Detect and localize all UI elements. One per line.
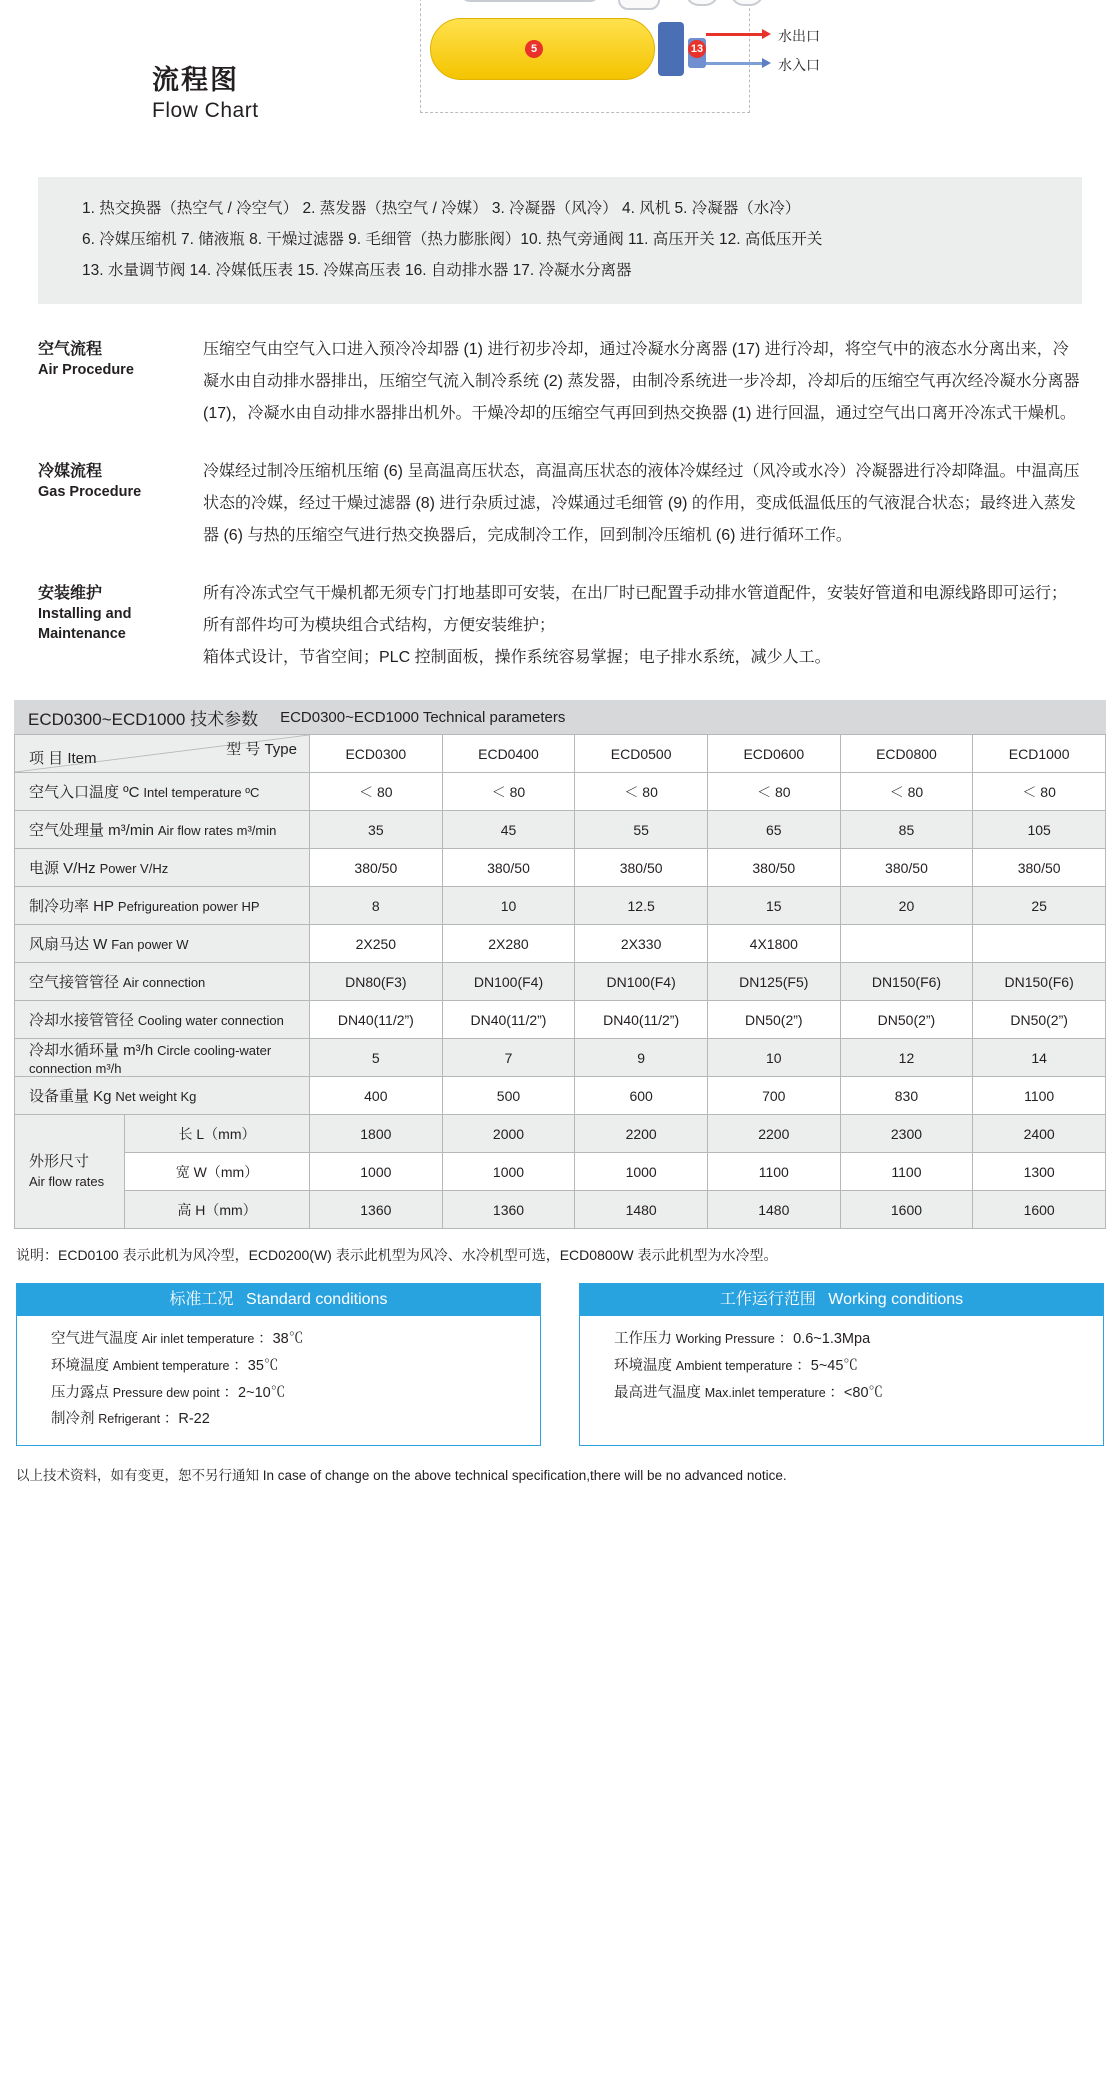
section-air-body (193, 334, 1082, 430)
spec-row-label-cn-1: 空气处理量 m³/min (29, 822, 154, 839)
spec-table-title-en: ECD0300~ECD1000 Technical parameters (280, 708, 566, 726)
spec-row-label-cn-3: 制冷功率 HP (29, 898, 115, 915)
section-gas-paragraph-1: 冷媒经过制冷压缩机压缩 (6) 呈高温高压状态，高温高压状态的液体冷媒经过（风冷或水冷）冷凝器进行冷却降温。中温高压状态的冷媒，经过干燥过滤器 (8) 进行杂质过滤，冷媒通过毛细管 (9) 的作用，变成低温低压的气液混合状态；最终进入蒸发器 (6) 与热的压缩空气进行热交换器后，完成制冷工作，回到制冷压缩机 (6) 进行循环工作。 (203, 463, 1080, 544)
spec-dim-label-en: Air flow rates (29, 1173, 105, 1189)
working-condition-en-1: Ambient temperature (675, 1358, 793, 1373)
spec-dim-row-label-0: 长 L（mm） (125, 1115, 310, 1153)
standard-condition-en-3: Refrigerant (98, 1412, 161, 1427)
spec-corner-type-label: 型 号 Type (226, 741, 297, 758)
spec-row-label-cn-8: 设备重量 Kg (29, 1088, 112, 1105)
spec-cell-0-2: ＜ 80 (575, 773, 708, 811)
spec-table-corner-cell (15, 735, 310, 773)
spec-model-4: ECD0800 (840, 735, 973, 773)
spec-dim-cell-0-0: 1800 (310, 1115, 443, 1153)
diagram-arrow-water-in (762, 58, 771, 68)
section-install-paragraph-2: 所有部件均可为模块组合式结构，方便安装维护； (203, 617, 556, 634)
spec-cell-8-3: 700 (707, 1077, 840, 1115)
spec-row-label-3 (15, 887, 310, 925)
spec-dim-cell-0-1: 2000 (442, 1115, 575, 1153)
spec-cell-4-2: 2X330 (575, 925, 708, 963)
spec-table-header-row (15, 735, 1106, 773)
spec-cell-0-5: ＜ 80 (973, 773, 1106, 811)
section-gas-label (38, 456, 193, 552)
spec-cell-1-4: 85 (840, 811, 973, 849)
spec-dim-cell-2-0: 1360 (310, 1191, 443, 1229)
diagram-pipe-cold (706, 62, 762, 65)
spec-cell-1-2: 55 (575, 811, 708, 849)
standard-condition-val-3: ：R-22 (163, 1411, 210, 1428)
working-condition-val-1: ：5~45℃ (796, 1357, 858, 1374)
diagram-vessel-1 (618, 0, 660, 10)
spec-cell-3-0: 8 (310, 887, 443, 925)
working-condition-item-0 (614, 1326, 1103, 1353)
spec-cell-6-3: DN50(2”) (707, 1001, 840, 1039)
spec-row-label-en-7: Circle cooling-water connection m³/h (29, 1043, 272, 1076)
spec-corner-item-label: 项 目 Item (29, 750, 97, 767)
spec-dim-cell-0-4: 2300 (840, 1115, 973, 1153)
spec-row-label-en-4: Fan power W (111, 937, 189, 952)
spec-cell-3-5: 25 (973, 887, 1106, 925)
page-footer-note: 以上技术资料，如有变更，恕不另行通知 In case of change on the above technical specification,there will be no advanced notice. (16, 1468, 787, 1484)
spec-cell-2-4: 380/50 (840, 849, 973, 887)
spec-cell-7-4: 12 (840, 1039, 973, 1077)
spec-cell-1-5: 105 (973, 811, 1106, 849)
table-row (15, 1039, 1106, 1077)
spec-cell-1-3: 65 (707, 811, 840, 849)
standard-condition-item-3 (51, 1406, 540, 1433)
standard-condition-item-2 (51, 1380, 540, 1407)
spec-row-label-6 (15, 1001, 310, 1039)
section-gas-label-en: Gas Procedure (38, 484, 142, 500)
table-row (15, 1077, 1106, 1115)
spec-model-0: ECD0300 (310, 735, 443, 773)
flow-chart-title (152, 58, 259, 123)
spec-row-label-cn-4: 风扇马达 W (29, 936, 108, 953)
standard-condition-cn-1: 环境温度 (51, 1357, 109, 1374)
spec-row-label-cn-6: 冷却水接管管径 (29, 1012, 135, 1029)
section-gas-label-cn: 冷媒流程 (38, 463, 103, 480)
spec-row-label-cn-0: 空气入口温度 ºC (29, 784, 140, 801)
spec-cell-4-5 (973, 925, 1106, 963)
working-condition-item-1 (614, 1353, 1103, 1380)
spec-cell-8-1: 500 (442, 1077, 575, 1115)
spec-model-5: ECD1000 (973, 735, 1106, 773)
spec-row-label-en-6: Cooling water connection (137, 1013, 284, 1028)
standard-condition-val-1: ：35℃ (233, 1357, 279, 1374)
spec-row-label-cn-5: 空气接管管径 (29, 974, 120, 991)
section-install-label (38, 578, 193, 674)
spec-cell-4-3: 4X1800 (707, 925, 840, 963)
section-air-procedure (38, 334, 1082, 430)
section-air-paragraph-1: 压缩空气由空气入口进入预冷冷却器 (1) 进行初步冷却，通过冷凝水分离器 (17) 进行冷却，将空气中的液态水分离出来，冷凝水由自动排水器排出，压缩空气流入制冷系统 (2) 蒸发器，由制冷系统进一步冷却，冷却后的压缩空气再次经冷凝水分离器 (17)，冷凝水由自动排水器排出机外。干燥冷却的压缩空气再回到热交换器 (1) 进行回温，通过空气出口离开冷冻式干燥机。 (203, 341, 1080, 422)
working-conditions-header-cn: 工作运行范围 (719, 1291, 816, 1308)
spec-cell-5-5: DN150(F6) (973, 963, 1106, 1001)
table-row (15, 925, 1106, 963)
table-row (15, 811, 1106, 849)
spec-row-label-cn-2: 电源 V/Hz (29, 860, 96, 877)
spec-cell-2-0: 380/50 (310, 849, 443, 887)
spec-table (14, 734, 1106, 1229)
spec-table-title (14, 700, 1106, 734)
spec-row-label-en-8: Net weight Kg (115, 1089, 197, 1104)
spec-cell-6-2: DN40(11/2”) (575, 1001, 708, 1039)
working-condition-en-2: Max.inlet temperature (704, 1385, 826, 1400)
spec-row-label-en-3: Pefrigureation power HP (117, 899, 260, 914)
flow-chart-header (0, 0, 1120, 165)
table-row (15, 1001, 1106, 1039)
spec-cell-6-0: DN40(11/2”) (310, 1001, 443, 1039)
standard-conditions-box (16, 1283, 541, 1446)
flow-chart-title-en: Flow Chart (152, 99, 259, 122)
spec-dim-cell-0-2: 2200 (575, 1115, 708, 1153)
spec-model-1: ECD0400 (442, 735, 575, 773)
spec-cell-5-1: DN100(F4) (442, 963, 575, 1001)
spec-cell-2-2: 380/50 (575, 849, 708, 887)
spec-cell-5-0: DN80(F3) (310, 963, 443, 1001)
legend-band (38, 177, 1082, 304)
working-condition-item-2 (614, 1380, 1103, 1407)
diagram-arrow-water-out (762, 29, 771, 39)
table-row (15, 1115, 1106, 1153)
spec-dim-cell-2-2: 1480 (575, 1191, 708, 1229)
standard-conditions-header (17, 1284, 540, 1316)
spec-cell-7-1: 7 (442, 1039, 575, 1077)
table-row (15, 1191, 1106, 1229)
spec-cell-0-3: ＜ 80 (707, 773, 840, 811)
flow-chart-title-cn: 流程图 (152, 65, 239, 95)
spec-dim-cell-1-4: 1100 (840, 1153, 973, 1191)
working-conditions-header-en: Working conditions (828, 1291, 964, 1308)
spec-dim-cell-1-5: 1300 (973, 1153, 1106, 1191)
spec-cell-5-3: DN125(F5) (707, 963, 840, 1001)
section-install-paragraph-1: 所有冷冻式空气干燥机都无须专门打地基即可安装，在出厂时已配置手动排水管道配件，安装好管道和电源线路即可运行； (203, 585, 1068, 602)
spec-dim-cell-2-4: 1600 (840, 1191, 973, 1229)
spec-cell-5-2: DN100(F4) (575, 963, 708, 1001)
spec-cell-6-5: DN50(2”) (973, 1001, 1106, 1039)
spec-row-label-5 (15, 963, 310, 1001)
spec-cell-8-5: 1100 (973, 1077, 1106, 1115)
spec-row-label-en-1: Air flow rates m³/min (157, 823, 277, 838)
section-gas-procedure (38, 456, 1082, 552)
spec-row-label-1 (15, 811, 310, 849)
spec-dim-cell-2-5: 1600 (973, 1191, 1106, 1229)
working-condition-cn-1: 环境温度 (614, 1357, 672, 1374)
spec-row-label-4 (15, 925, 310, 963)
spec-cell-3-2: 12.5 (575, 887, 708, 925)
working-condition-cn-2: 最高进气温度 (614, 1384, 701, 1401)
spec-dim-cell-2-1: 1360 (442, 1191, 575, 1229)
spec-model-2: ECD0500 (575, 735, 708, 773)
spec-dim-cell-0-5: 2400 (973, 1115, 1106, 1153)
spec-cell-5-4: DN150(F6) (840, 963, 973, 1001)
spec-cell-7-5: 14 (973, 1039, 1106, 1077)
spec-table-title-cn: ECD0300~ECD1000 技术参数 (28, 709, 259, 729)
section-install-procedure (38, 578, 1082, 674)
working-condition-en-0: Working Pressure (675, 1332, 775, 1346)
spec-cell-2-5: 380/50 (973, 849, 1106, 887)
spec-row-label-cn-7: 冷却水循环量 m³/h (29, 1042, 154, 1059)
spec-cell-0-0: ＜ 80 (310, 773, 443, 811)
spec-dim-cell-0-3: 2200 (707, 1115, 840, 1153)
spec-cell-2-3: 380/50 (707, 849, 840, 887)
spec-dim-cell-2-3: 1480 (707, 1191, 840, 1229)
spec-row-label-0 (15, 773, 310, 811)
standard-conditions-header-en: Standard conditions (246, 1291, 388, 1308)
table-row (15, 849, 1106, 887)
spec-row-label-7 (15, 1039, 310, 1077)
spec-cell-1-0: 35 (310, 811, 443, 849)
section-install-paragraph-3: 箱体式设计，节省空间；PLC 控制面板，操作系统容易掌握；电子排水系统，减少人工。 (203, 649, 831, 666)
spec-cell-0-1: ＜ 80 (442, 773, 575, 811)
spec-cell-3-4: 20 (840, 887, 973, 925)
diagram-label-water-out: 水出口 (778, 28, 820, 44)
diagram-badge-5: 5 (525, 40, 543, 58)
table-note: 说明：ECD0100 表示此机为风冷型，ECD0200(W) 表示此机型为风冷、水冷机型可选，ECD0800W 表示此机型为水冷型。 (16, 1247, 778, 1263)
diagram-badge-13: 13 (688, 40, 706, 58)
spec-dim-row-label-1: 宽 W（mm） (125, 1153, 310, 1191)
standard-conditions-body (17, 1316, 540, 1445)
spec-cell-4-0: 2X250 (310, 925, 443, 963)
section-install-body (193, 578, 1082, 674)
spec-row-label-en-5: Air connection (122, 975, 206, 990)
spec-cell-6-1: DN40(11/2”) (442, 1001, 575, 1039)
standard-condition-en-0: Air inlet temperature (141, 1332, 255, 1346)
spec-cell-7-2: 9 (575, 1039, 708, 1077)
section-install-label-cn: 安装维护 (38, 585, 103, 602)
spec-cell-0-4: ＜ 80 (840, 773, 973, 811)
conditions-row (16, 1283, 1104, 1446)
legend-line-2: 6. 冷媒压缩机 7. 储液瓶 8. 干燥过滤器 9. 毛细管（热力膨胀阀）10. 热气旁通阀 11. 高压开关 12. 高低压开关 (82, 231, 823, 248)
section-air-label-en: Air Procedure (38, 362, 134, 378)
working-condition-val-2: ：<80℃ (829, 1384, 884, 1401)
standard-condition-val-0: ：38℃ (258, 1331, 304, 1347)
table-row (15, 1153, 1106, 1191)
table-row (15, 887, 1106, 925)
standard-condition-en-2: Pressure dew point (112, 1385, 220, 1400)
spec-model-3: ECD0600 (707, 735, 840, 773)
table-row (15, 963, 1106, 1001)
spec-cell-4-4 (840, 925, 973, 963)
spec-row-label-2 (15, 849, 310, 887)
section-air-label-cn: 空气流程 (38, 341, 103, 358)
spec-row-label-en-2: Power V/Hz (99, 861, 169, 876)
flow-diagram (400, 0, 890, 145)
diagram-label-water-in: 水入口 (778, 57, 820, 73)
spec-cell-8-2: 600 (575, 1077, 708, 1115)
table-row (15, 773, 1106, 811)
section-air-label (38, 334, 193, 430)
working-condition-cn-0: 工作压力 (614, 1331, 672, 1347)
diagram-water-separator (658, 22, 684, 76)
standard-condition-cn-2: 压力露点 (51, 1384, 109, 1401)
working-conditions-box (579, 1283, 1104, 1446)
spec-cell-7-3: 10 (707, 1039, 840, 1077)
spec-row-label-8 (15, 1077, 310, 1115)
spec-cell-1-1: 45 (442, 811, 575, 849)
standard-condition-cn-0: 空气进气温度 (51, 1331, 138, 1347)
legend-line-1: 1. 热交换器（热空气 / 冷空气） 2. 蒸发器（热空气 / 冷媒） 3. 冷凝器（风冷） 4. 风机 5. 冷凝器（水冷） (82, 200, 801, 217)
section-install-label-en: Installing and Maintenance (38, 606, 132, 642)
spec-dim-row-label-2: 高 H（mm） (125, 1191, 310, 1229)
spec-dim-label-cn: 外形尺寸 (29, 1153, 90, 1171)
spec-cell-8-0: 400 (310, 1077, 443, 1115)
spec-cell-2-1: 380/50 (442, 849, 575, 887)
spec-dim-cell-1-1: 1000 (442, 1153, 575, 1191)
working-conditions-body (580, 1316, 1103, 1418)
standard-condition-item-0 (51, 1326, 540, 1353)
legend-line-3: 13. 水量调节阀 14. 冷媒低压表 15. 冷媒高压表 16. 自动排水器 17. 冷凝水分离器 (82, 262, 632, 279)
spec-row-label-en-0: Intel temperature ºC (143, 785, 260, 800)
spec-table-wrap (14, 700, 1106, 1229)
spec-dim-label (15, 1115, 125, 1229)
procedure-sections (38, 334, 1082, 674)
spec-dim-cell-1-0: 1000 (310, 1153, 443, 1191)
standard-condition-val-2: ：2~10℃ (223, 1384, 286, 1401)
spec-cell-7-0: 5 (310, 1039, 443, 1077)
spec-cell-8-4: 830 (840, 1077, 973, 1115)
spec-cell-6-4: DN50(2”) (840, 1001, 973, 1039)
spec-cell-4-1: 2X280 (442, 925, 575, 963)
working-condition-val-0: ：0.6~1.3Mpa (778, 1331, 871, 1347)
standard-condition-en-1: Ambient temperature (112, 1358, 230, 1373)
standard-condition-cn-3: 制冷剂 (51, 1411, 95, 1428)
standard-condition-item-1 (51, 1353, 540, 1380)
diagram-pipe-hot (706, 33, 762, 36)
section-gas-body (193, 456, 1082, 552)
spec-dim-cell-1-2: 1000 (575, 1153, 708, 1191)
spec-cell-3-1: 10 (442, 887, 575, 925)
standard-conditions-header-cn: 标准工况 (169, 1291, 234, 1308)
spec-cell-3-3: 15 (707, 887, 840, 925)
spec-dim-cell-1-3: 1100 (707, 1153, 840, 1191)
working-conditions-header (580, 1284, 1103, 1316)
